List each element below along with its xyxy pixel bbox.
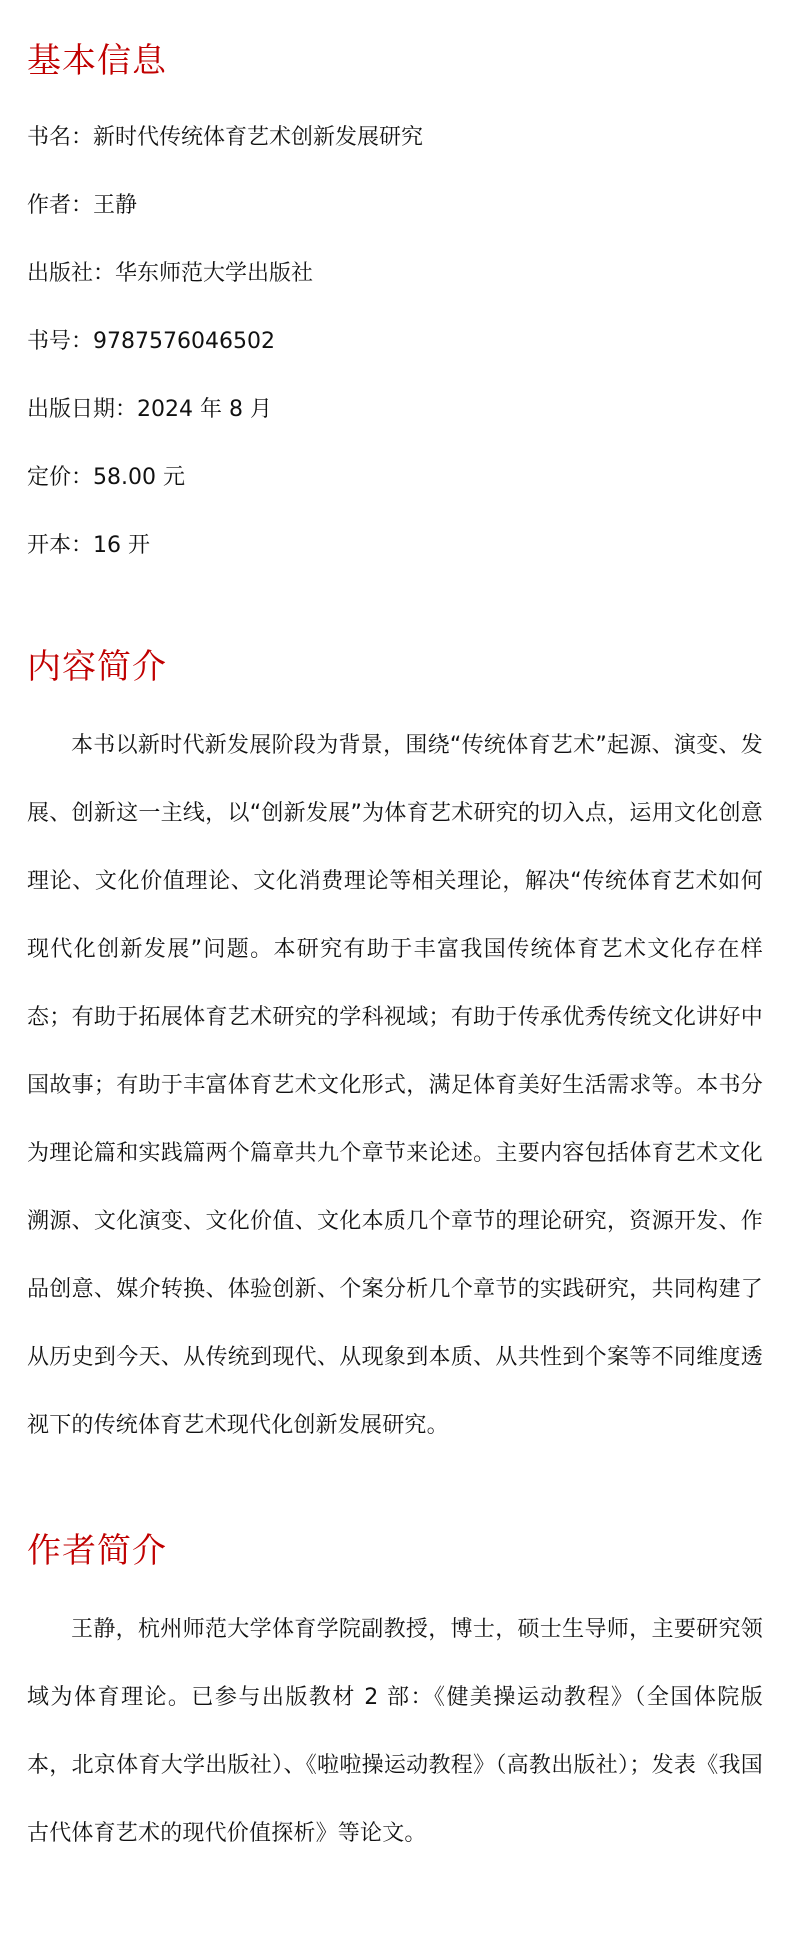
content-intro-paragraph: 本书以新时代新发展阶段为背景，围绕“传统体育艺术”起源、演变、发展、创新这一主线，以“创新发展”为体育艺术研究的切入点，运用文化创意理论、文化价值理论、文化消费理论等相关理论，解决“传统体育艺术如何现代化创新发展”问题。本研究有助于丰富我国传统体育艺术文化存在样态；有助于拓展体育艺术研究的学科视域；有助于传承优秀传统文化讲好中国故事；有助于丰富体育艺术文化形式，满足体育美好生活需求等。本书分为理论篇和实践篇两个篇章共九个章节来论述。主要内容包括体育艺术文化溯源、文化演变、文化价值、文化本质几个章节的理论研究，资源开发、作品创意、媒介转换、体验创新、个案分析几个章节的实践研究，共同构建了从历史到今天、从传统到现代、从现象到本质、从共性到个案等不同维度透视下的传统体育艺术现代化创新发展研究。: [27, 733, 763, 1438]
info-value: 王静: [93, 193, 138, 218]
info-label: 出版社：: [27, 261, 116, 286]
info-row-publish-date: [27, 376, 763, 444]
info-value: 16 开: [93, 533, 151, 558]
info-row-price: [27, 444, 763, 512]
info-label: 书名：: [27, 125, 94, 150]
info-row-format: [27, 512, 763, 580]
author-intro-heading: 作者简介: [27, 1531, 167, 1571]
basic-info-section: [27, 0, 763, 580]
info-label: 开本：: [27, 533, 94, 558]
info-row-publisher: [27, 240, 763, 308]
info-row-title: [27, 104, 763, 172]
info-label: 作者：: [27, 193, 94, 218]
info-value: 新时代传统体育艺术创新发展研究: [93, 125, 424, 150]
content-intro-heading: 内容简介: [27, 647, 167, 687]
info-label: 书号：: [27, 329, 94, 354]
basic-info-heading: 基本信息: [27, 41, 167, 81]
info-value: 9787576046502: [93, 329, 275, 354]
info-label: 定价：: [27, 465, 94, 490]
author-intro-paragraph: 王静，杭州师范大学体育学院副教授，博士，硕士生导师，主要研究领域为体育理论。已参与出版教材 2 部：《健美操运动教程》（全国体院版本，北京体育大学出版社）、《啦啦操运动教程》（高教出版社）；发表《我国古代体育艺术的现代价值探析》等论文。: [27, 1617, 763, 1846]
author-intro-section: [27, 1460, 763, 1868]
info-value: 华东师范大学出版社: [115, 261, 314, 286]
info-label: 出版日期：: [27, 397, 138, 422]
basic-info-list: [27, 104, 763, 580]
info-row-author: [27, 172, 763, 240]
content-intro-section: [27, 580, 763, 1460]
info-row-isbn: [27, 308, 763, 376]
info-value: 2024 年 8 月: [137, 397, 272, 422]
info-value: 58.00 元: [93, 465, 185, 490]
